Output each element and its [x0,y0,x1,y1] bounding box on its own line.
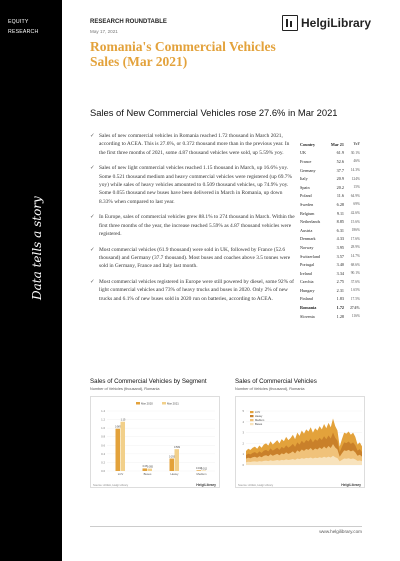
table-cell-yoy: 30.1% [350,150,360,155]
bullet-item [90,246,295,271]
bar-data-label: 0.012 [201,467,207,471]
y-tick-label: 5 [242,409,244,413]
table-cell-value: 8.85 [336,219,344,225]
table-cell-value: 2.31 [336,287,344,293]
table-cell-yoy: 27.6% [350,305,360,310]
table-row [300,312,362,321]
table-cell-yoy: 69% [353,202,360,207]
bar-data-label: 0.987 [115,425,121,429]
table-row [300,217,362,226]
y-tick-label: 4 [242,419,244,424]
y-tick-label: 0 [242,463,244,467]
table-cell-country: Italy [300,176,308,182]
table-cell-country: Germany [300,167,316,173]
sidebar [0,0,62,561]
sidebar-equity-label: EQUITY [8,19,29,25]
table-cell-country: Finland [300,296,313,302]
y-tick-label: 1.2 [101,417,105,422]
check-icon: ✓ [90,165,95,172]
table-cell-value: 52.6 [336,158,344,164]
sidebar-research-label: RESEARCH [8,29,39,35]
y-tick-label: 0.8 [101,434,105,439]
table-cell-country: Sweden [300,201,314,207]
table-row [300,252,362,261]
bullet-item [90,164,295,205]
legend-label: LCV [255,411,261,414]
bar-data-label: 1.15 [120,418,126,422]
table-cell-country: Hungary [300,287,315,293]
table-cell-country: Switzerland [300,253,321,259]
table-cell-country: Spain [300,184,310,190]
y-tick-label: 3 [242,430,244,435]
bullet-item [90,278,295,303]
table-cell-yoy: 17.5% [350,296,360,301]
col-header-yoy: YoY [353,142,360,147]
x-tick-label: Medium [196,472,207,476]
table-cell-country: Belgium [300,210,315,216]
table-row [300,209,362,218]
table-cell-country: Netherlands [300,219,321,225]
chart-frame [90,396,220,488]
col-header-country: Country [300,141,316,147]
bullet-text: Most commercial vehicles (61.9 thousand) were sold in UK, followed by France (52.6 thousand) and Germany (37.7 thousand). Most buses and coaches above 3.5 tonnes were sold in Germany, France and Italy last month. [99,246,291,270]
col-header-value: Mar 21 [330,141,344,147]
table-cell-value: 2.75 [336,279,344,285]
table-cell-country: Romania [300,305,317,311]
header-date: May 17, 2021 [90,29,118,34]
bar-data-label: 0.06 [142,465,148,469]
legend-swatch [250,419,254,421]
logo-text: HelgiLibrary [301,16,372,30]
table-row [300,183,362,192]
table-row [300,243,362,252]
table-cell-yoy: 1.65% [350,288,360,293]
chart-source: Source: ACEA, Helgi Library [238,483,274,487]
bar-data-label: 0.291 [169,455,175,459]
page-title: Romania's Commercial Vehicles Sales (Mar 2021) [90,39,276,69]
table-row [300,200,362,209]
bar [121,422,126,471]
table-cell-country: Denmark [300,236,316,242]
bar-data-label: 0.509 [174,445,180,449]
table-row [300,303,362,312]
x-tick-label: Buses [143,472,152,476]
y-tick-label: 0.6 [101,443,105,448]
y-tick-label: 1 [242,452,244,457]
bar [143,468,148,471]
legend-label: Mar 2021 [167,401,179,406]
table-row [300,226,362,235]
table-row [300,174,362,183]
bar-chart-svg [91,397,221,481]
bar [116,429,121,471]
line-chart-svg [236,397,366,481]
table-row [300,235,362,244]
table-header-row [300,140,362,149]
table-cell-value: 3.34 [336,270,344,276]
table-cell-yoy: 42.6% [350,211,360,216]
bar [175,449,180,471]
helgi-library-logo[interactable] [282,15,371,31]
bullet-item [90,213,295,238]
table-cell-value: 20.9 [336,176,344,182]
table-row [300,260,362,269]
chart-frame [235,396,365,488]
legend-label: Buses [255,423,263,426]
article-body [90,132,295,311]
chart-title: Sales of Commercial Vehicles [235,378,317,385]
legend-swatch [162,402,166,405]
table-cell-value: 61.9 [336,150,344,156]
table-cell-yoy: 90.1% [350,271,360,276]
bar-data-label: 0.016 [196,467,202,471]
table-cell-value: 1.28 [336,313,344,319]
legend-swatch [250,411,254,413]
table-cell-yoy: 17.6% [350,236,360,241]
check-icon: ✓ [90,214,95,221]
table-row [300,278,362,287]
country-table [300,140,362,320]
table-row [300,157,362,166]
trend-chart [235,378,365,496]
footer-divider [90,526,362,527]
check-icon: ✓ [90,246,95,253]
table-cell-value: 11.6 [336,193,344,199]
table-cell-value: 1.72 [336,305,344,311]
table-cell-value: 4.33 [336,236,344,242]
bar [148,469,153,471]
chart-title: Sales of Commercial Vehicles by Segment [90,378,207,385]
check-icon: ✓ [90,279,95,286]
table-cell-country: Ireland [300,270,312,276]
table-cell-yoy: 186% [351,228,360,233]
table-cell-yoy: 116% [351,314,360,319]
chart-subtitle: Number of Vehicles (thousand), Romania [90,387,160,391]
table-cell-yoy: 15.6% [350,219,360,224]
chart-subtitle: Number of Vehicles (thousand), Romania [235,387,305,391]
bullet-item [90,132,295,157]
table-cell-value: 20.2 [336,184,344,190]
y-tick-label: 1.4 [101,409,105,413]
chart-logo: HelgiLibrary [341,483,361,487]
table-row [300,192,362,201]
bar [197,470,202,471]
table-cell-country: Poland [300,193,312,199]
table-cell-value: 3.57 [336,253,344,259]
table-row [300,269,362,278]
table-cell-country: Portugal [300,262,315,268]
y-tick-label: 0.2 [101,460,105,465]
table-row [300,166,362,175]
table-cell-value: 9.11 [336,210,344,216]
header-kicker: RESEARCH ROUNDTABLE [90,19,167,25]
table-cell-yoy: 37.6% [350,279,360,284]
bar [170,459,175,471]
x-tick-label: Heavy [170,472,179,476]
table-cell-value: 6.31 [336,227,344,233]
table-cell-country: Czechia [300,279,314,285]
table-cell-value: 37.7 [336,167,344,173]
legend-label: Mar 2020 [141,401,153,406]
sidebar-tagline: Data tells a story [30,196,44,300]
table-cell-yoy: 14.3% [350,168,360,173]
y-tick-label: 1.0 [101,426,105,431]
table-cell-yoy: 46% [353,159,360,164]
legend-label: Heavy [255,415,263,418]
bullet-text: Sales of new light commercial vehicles reached 1.15 thousand in March, up 16.6% yoy. Some 0.521 thousand medium and heavy commercial vehicles were registered (up 69.7% yoy) while sales of heavy vehicles amounted to 0.509 thousand vehicles, up 74.9% yoy. Some 0.055 thousand new buses have been delivered in March in Romania, up down 8.33% when compared to last year. [99,165,292,205]
table-cell-country: UK [300,150,307,156]
chart-source: Source: ACEA, Helgi Library [93,483,129,487]
chart-logo: HelgiLibrary [196,483,216,487]
y-tick-label: 0.4 [101,451,105,456]
legend-swatch [250,423,254,425]
bar-data-label: 0.055 [147,465,153,469]
table-row [300,149,362,158]
table-row [300,295,362,304]
footer-url-link[interactable]: www.helgilibrary.com [319,529,362,534]
table-cell-country: Austria [300,227,313,233]
legend-label: Medium [255,419,265,422]
table-cell-country: Slovenia [300,313,315,319]
table-cell-yoy: 68.6% [350,262,360,267]
table-cell-value: 3.40 [336,262,344,268]
x-tick-label: LCV [117,472,124,476]
table-cell-value: 1.83 [336,296,344,302]
y-tick-label: 2 [242,441,244,446]
table-cell-yoy: 15% [353,185,360,190]
bullet-text: Sales of new commercial vehicles in Romania reached 1.72 thousand in March 2021, according to ACEA. This is 27.6%, or 0.372 thousand more than in the previous year. In the first three months of 2021, some 4.87 thousand vehicles were sold, up 5.59% yoy. [99,133,290,156]
article-subtitle: Sales of New Commercial Vehicles rose 27.6% in Mar 2021 [90,107,338,118]
segment-chart [90,378,220,496]
table-cell-value: 6.28 [336,201,344,207]
y-tick-label: 0.0 [101,469,105,473]
legend-swatch [250,415,254,417]
table-cell-country: France [300,158,312,164]
check-icon: ✓ [90,133,95,139]
table-cell-country: Norway [300,244,314,250]
table-cell-yoy: 14.7% [350,254,360,259]
bullet-text: In Europe, sales of commercial vehicles grew 88.1% to 274 thousand in March. Within the first three months of the year, the increase reached 5.59% as 4.87 thousand vehicles were registered. [99,214,295,237]
table-row [300,286,362,295]
logo-icon [282,15,298,31]
table-cell-yoy: 28.9% [350,245,360,250]
bullet-text: Most commercial vehicles registered in Europe were still powered by diesel, some 92% of light commercial vehicles and 73% of heavy trucks and buses in 2020. Only 2% of new trucks and 6.1% of new buses sold in 2020 run on batteries, according to ACEA. [99,279,294,302]
table-cell-yoy: 124% [351,176,360,181]
legend-swatch [136,402,140,405]
table-cell-yoy: 64.9% [350,193,360,198]
table-cell-value: 3.95 [336,244,344,250]
bar [202,470,207,471]
